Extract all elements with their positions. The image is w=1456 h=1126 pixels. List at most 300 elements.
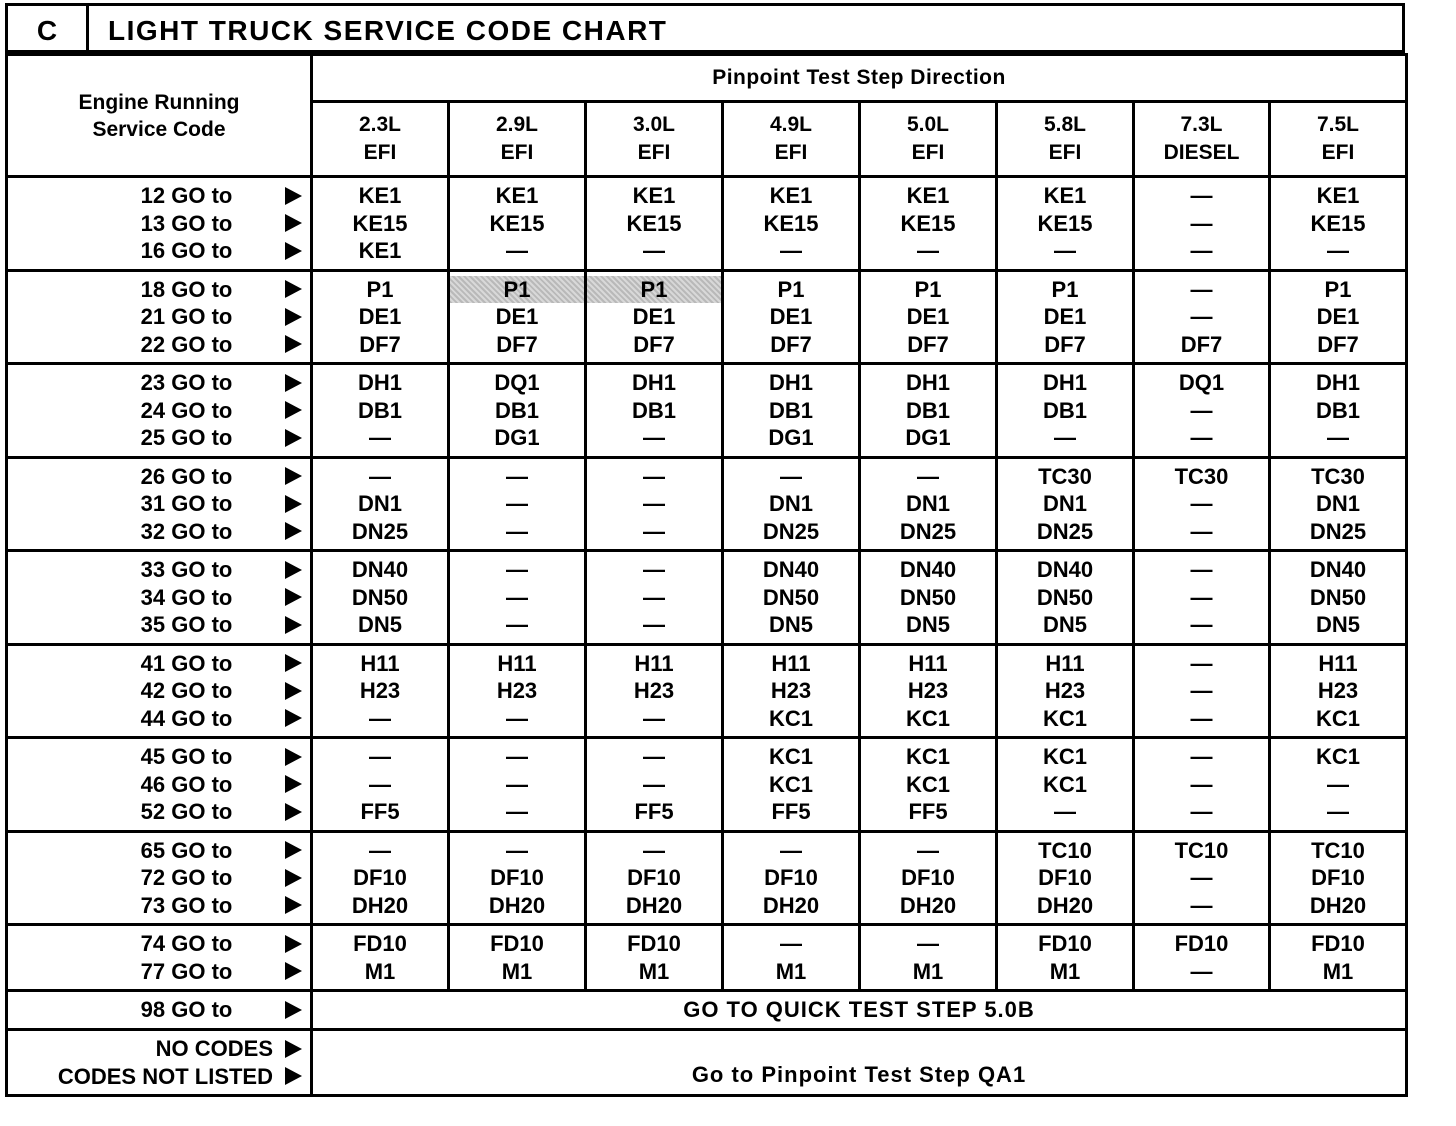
step-cell	[449, 177, 586, 271]
step-value: DF7	[633, 331, 675, 357]
service-code-line	[8, 892, 310, 920]
step-value: KC1	[1042, 771, 1087, 797]
step-cell	[997, 270, 1134, 364]
step-cell	[312, 551, 449, 645]
service-code-line	[8, 958, 310, 986]
step-value: H23	[907, 678, 949, 703]
arrow-right-icon	[285, 187, 302, 205]
step-cell	[1134, 644, 1270, 738]
step-value: DF7	[496, 331, 538, 357]
service-code: 98 GO to	[140, 997, 233, 1022]
service-code-line	[8, 611, 310, 639]
step-value: P1	[366, 276, 394, 302]
step-value: DH20	[1309, 892, 1367, 918]
step-value: —	[1054, 238, 1076, 263]
step-value: H23	[1044, 678, 1086, 703]
step-value: H23	[496, 678, 538, 703]
step-value: DN50	[899, 584, 957, 610]
arrow-right-icon	[285, 214, 302, 232]
step-value: DF7	[359, 331, 401, 357]
step-cell	[997, 738, 1134, 832]
service-code-line	[8, 743, 310, 771]
step-value: DE1	[632, 304, 676, 329]
step-value: M1	[501, 958, 533, 984]
step-value: DH20	[1036, 892, 1094, 918]
row-header-line2: Service Code	[92, 117, 226, 141]
step-cell	[449, 270, 586, 364]
code-group-row	[7, 738, 1407, 832]
engine-header-1	[449, 102, 586, 177]
step-value: DH1	[1042, 370, 1087, 395]
step-value: —	[643, 771, 665, 797]
step-value: —	[1190, 865, 1213, 890]
step-value: DN25	[1036, 518, 1094, 544]
step-cell	[1134, 177, 1270, 271]
step-value: —	[643, 837, 665, 863]
step-value: —	[369, 744, 391, 769]
step-value: —	[643, 491, 665, 516]
step-value: DN50	[1036, 584, 1094, 610]
step-cell	[997, 925, 1134, 991]
step-cell	[586, 364, 723, 458]
service-code-line	[8, 556, 310, 584]
step-value: —	[506, 584, 528, 610]
step-value: DN40	[762, 557, 820, 582]
step-cell	[586, 457, 723, 551]
code-group-row	[7, 270, 1407, 364]
step-value: DB1	[631, 397, 676, 423]
code-group-codes	[7, 364, 312, 458]
step-value: —	[1190, 183, 1213, 208]
service-code: 41 GO to	[140, 650, 233, 676]
chart-title: LIGHT TRUCK SERVICE CODE CHART	[108, 15, 668, 46]
step-value: DB1	[905, 397, 950, 423]
service-code-line	[8, 930, 310, 958]
service-code-line	[8, 303, 310, 331]
step-value: —	[1190, 705, 1213, 731]
step-value: KE15	[900, 210, 956, 236]
step-value: DN25	[899, 518, 957, 544]
service-code: 45 GO to	[140, 744, 233, 769]
step-cell	[860, 925, 997, 991]
step-value: —	[643, 463, 665, 489]
step-value: KE1	[1316, 183, 1360, 208]
step-value: DN50	[1309, 584, 1367, 610]
step-value: DN5	[768, 612, 813, 637]
step-cell	[997, 644, 1134, 738]
step-value: DN40	[351, 557, 409, 582]
step-cell	[1270, 644, 1407, 738]
step-value: M1	[364, 958, 396, 984]
step-value: —	[643, 238, 665, 263]
service-code-line	[8, 650, 310, 678]
step-value: —	[506, 238, 528, 263]
step-cell	[586, 551, 723, 645]
step-value: —	[917, 238, 939, 263]
step-value: KE15	[1310, 210, 1366, 236]
step-value: —	[1190, 678, 1213, 703]
step-value: —	[643, 425, 665, 450]
step-value: DH20	[488, 892, 546, 918]
step-cell	[449, 644, 586, 738]
no-codes-labels	[7, 1030, 312, 1096]
step-value: KC1	[905, 705, 950, 731]
step-value: M1	[1049, 958, 1081, 984]
code-group-codes	[7, 925, 312, 991]
step-value: —	[1190, 612, 1213, 637]
step-value: TC30	[1174, 463, 1229, 489]
engine-size: 5.8L	[1043, 113, 1087, 136]
step-value: M1	[1322, 958, 1354, 984]
step-value: TC30	[1038, 463, 1092, 489]
arrow-right-icon	[285, 1040, 302, 1058]
step-value: —	[1327, 799, 1349, 824]
step-value: DF7	[1317, 331, 1359, 357]
step-value: DN1	[1315, 491, 1360, 516]
service-code-line	[8, 331, 310, 359]
engine-type: EFI	[500, 141, 534, 164]
service-code-line	[8, 182, 310, 210]
step-value: H11	[771, 650, 811, 676]
step-cell	[449, 831, 586, 925]
step-cell	[312, 644, 449, 738]
step-value: DG1	[494, 425, 540, 450]
service-code-line	[8, 864, 310, 892]
step-value: DN25	[762, 518, 820, 544]
arrow-right-icon	[285, 242, 302, 260]
service-code: 73 GO to	[140, 892, 233, 918]
service-code-table	[5, 53, 1408, 1097]
step-value: —	[1190, 584, 1213, 610]
step-cell	[586, 270, 723, 364]
step-value: DF10	[1311, 865, 1365, 890]
step-value: DF10	[901, 865, 955, 890]
step-value: KC1	[1042, 705, 1087, 731]
step-value: —	[1327, 425, 1349, 450]
no-codes-direction: Go to Pinpoint Test Step QA1	[312, 1030, 1407, 1096]
engine-size: 5.0L	[906, 113, 950, 136]
step-value: —	[643, 705, 665, 731]
code-group-row	[7, 177, 1407, 271]
step-cell	[312, 925, 449, 991]
step-value: DN25	[351, 518, 409, 544]
code-group-codes	[7, 177, 312, 271]
engine-header-3	[723, 102, 860, 177]
arrow-right-icon	[285, 374, 302, 392]
step-cell	[449, 925, 586, 991]
step-value: FD10	[1038, 931, 1092, 956]
step-cell	[312, 270, 449, 364]
step-value: H23	[1317, 678, 1359, 703]
service-code: 72 GO to	[140, 865, 233, 890]
code-group-codes	[7, 644, 312, 738]
step-value: —	[1190, 276, 1213, 302]
step-cell	[1134, 364, 1270, 458]
step-value: P1	[450, 276, 584, 304]
step-value: —	[1190, 425, 1213, 450]
step-value: —	[1190, 238, 1213, 263]
step-value: DB1	[494, 397, 539, 423]
step-cell	[1270, 270, 1407, 364]
arrow-right-icon	[285, 308, 302, 326]
arrow-right-icon	[285, 522, 302, 540]
arrow-right-icon	[285, 561, 302, 579]
step-value: FD10	[353, 931, 407, 956]
step-cell	[860, 177, 997, 271]
step-value: —	[643, 557, 665, 582]
step-cell	[1270, 551, 1407, 645]
step-value: DN40	[1309, 557, 1367, 582]
step-value: DN25	[1309, 518, 1367, 544]
step-cell	[860, 457, 997, 551]
step-value: FF5	[908, 799, 948, 824]
step-value: DE1	[1043, 304, 1087, 329]
step-value: —	[1190, 799, 1213, 824]
step-cell	[723, 551, 860, 645]
step-cell	[723, 925, 860, 991]
step-value: DH20	[899, 892, 957, 918]
step-cell	[860, 644, 997, 738]
step-value: —	[506, 518, 528, 544]
engine-size: 2.3L	[358, 113, 402, 136]
step-value: —	[1190, 771, 1213, 797]
step-value: DF7	[907, 331, 949, 357]
arrow-right-icon	[285, 467, 302, 485]
step-cell	[723, 644, 860, 738]
step-value: DN1	[1042, 491, 1087, 516]
step-cell	[997, 457, 1134, 551]
engine-header-7	[1270, 102, 1407, 177]
step-value: KC1	[1042, 744, 1087, 769]
step-cell	[1270, 364, 1407, 458]
arrow-right-icon	[285, 654, 302, 672]
step-value: KE1	[495, 183, 539, 208]
service-code: 13 GO to	[140, 210, 233, 236]
arrow-right-icon	[285, 616, 302, 634]
step-value: DQ1	[1178, 370, 1225, 395]
step-value: —	[1190, 491, 1213, 516]
step-value: —	[1327, 238, 1349, 263]
step-value: —	[506, 744, 528, 769]
step-value: KE15	[626, 210, 682, 236]
step-value: —	[917, 463, 939, 489]
service-code: 32 GO to	[140, 518, 233, 544]
step-value: DE1	[906, 304, 950, 329]
step-value: —	[369, 771, 391, 797]
step-value: —	[1190, 557, 1213, 582]
step-cell	[1270, 925, 1407, 991]
arrow-right-icon	[285, 588, 302, 606]
arrow-right-icon	[285, 429, 302, 447]
service-code-line	[8, 837, 310, 865]
step-cell	[723, 364, 860, 458]
step-cell	[723, 177, 860, 271]
engine-type: DIESEL	[1163, 141, 1240, 164]
step-value: KC1	[1315, 705, 1360, 731]
step-value: DG1	[768, 425, 814, 450]
step-cell	[312, 364, 449, 458]
row-no-codes	[7, 1030, 1407, 1096]
step-value: DF10	[764, 865, 818, 890]
step-value: DE1	[358, 304, 402, 329]
service-code: 23 GO to	[140, 370, 233, 395]
step-value: KE1	[906, 183, 950, 208]
service-code: 74 GO to	[140, 931, 233, 956]
service-code: 26 GO to	[140, 463, 233, 489]
step-value: P1	[777, 276, 805, 302]
step-cell	[586, 738, 723, 832]
service-code: 65 GO to	[140, 837, 233, 863]
code-group-row	[7, 644, 1407, 738]
step-cell	[312, 177, 449, 271]
step-value: —	[506, 557, 528, 582]
engine-size: 2.9L	[495, 113, 539, 136]
step-value: FD10	[1311, 931, 1365, 956]
arrow-right-icon	[285, 682, 302, 700]
step-cell	[312, 831, 449, 925]
engine-header-0	[312, 102, 449, 177]
step-value: FD10	[627, 931, 681, 956]
code-group-codes	[7, 270, 312, 364]
step-value: DN5	[357, 612, 402, 637]
step-value: KC1	[768, 771, 813, 797]
step-value: FF5	[771, 799, 811, 824]
step-value: DF10	[353, 865, 407, 890]
service-code: 16 GO to	[140, 238, 233, 263]
no-codes-label: CODES NOT LISTED	[57, 1063, 273, 1089]
no-codes-line	[8, 1063, 310, 1091]
step-cell	[1270, 457, 1407, 551]
step-cell	[449, 457, 586, 551]
step-value: FD10	[1174, 931, 1229, 956]
step-value: FF5	[360, 799, 400, 824]
step-value: DF10	[1038, 865, 1092, 890]
step-cell	[1134, 457, 1270, 551]
step-cell	[449, 551, 586, 645]
step-value: P1	[587, 276, 721, 304]
step-value: DF7	[1044, 331, 1086, 357]
arrow-right-icon	[285, 803, 302, 821]
step-value: KE1	[1043, 183, 1087, 208]
step-value: —	[1054, 425, 1076, 450]
step-cell	[449, 738, 586, 832]
step-value: DN40	[1036, 557, 1094, 582]
step-value: KE1	[358, 183, 402, 208]
step-value: —	[506, 463, 528, 489]
arrow-right-icon	[285, 748, 302, 766]
row-header-line1: Engine Running	[78, 90, 240, 114]
engine-type: EFI	[774, 141, 808, 164]
service-code-line	[8, 677, 310, 705]
step-value: KE15	[1037, 210, 1093, 236]
no-codes-line	[8, 1035, 310, 1063]
service-code-line	[8, 798, 310, 826]
step-cell	[723, 270, 860, 364]
step-value: DH1	[631, 370, 676, 395]
engine-header-2	[586, 102, 723, 177]
step-cell	[1270, 831, 1407, 925]
step-value: —	[1190, 958, 1213, 984]
step-value: —	[780, 931, 802, 956]
step-value: KC1	[905, 744, 950, 769]
arrow-right-icon	[285, 896, 302, 914]
row-98-code	[7, 991, 312, 1030]
arrow-right-icon	[285, 1001, 302, 1019]
step-value: —	[506, 491, 528, 516]
arrow-right-icon	[285, 1067, 302, 1085]
step-value: —	[506, 837, 528, 863]
step-cell	[860, 270, 997, 364]
step-value: KC1	[768, 705, 813, 731]
step-value: —	[369, 705, 391, 731]
step-value: —	[643, 584, 665, 610]
service-code: 18 GO to	[140, 276, 233, 302]
step-cell	[312, 457, 449, 551]
engine-size: 3.0L	[632, 113, 676, 136]
arrow-right-icon	[285, 869, 302, 887]
step-value: DF7	[1180, 331, 1223, 357]
step-cell	[1134, 270, 1270, 364]
step-value: DN1	[905, 491, 950, 516]
step-cell	[1134, 738, 1270, 832]
step-value: P1	[914, 276, 942, 302]
service-code: 34 GO to	[140, 584, 233, 610]
step-value: —	[1190, 397, 1213, 423]
step-value: DB1	[768, 397, 813, 423]
step-value: DH1	[357, 370, 402, 395]
code-group-row	[7, 925, 1407, 991]
step-cell	[860, 831, 997, 925]
step-value: DF7	[770, 331, 812, 357]
step-value: KE1	[769, 183, 813, 208]
service-code: 22 GO to	[140, 331, 233, 357]
engine-type: EFI	[363, 141, 397, 164]
step-cell	[997, 177, 1134, 271]
service-code: 52 GO to	[140, 799, 233, 824]
step-cell	[860, 738, 997, 832]
step-cell	[1134, 551, 1270, 645]
step-value: DH1	[905, 370, 950, 395]
step-value: —	[369, 837, 391, 863]
arrow-right-icon	[285, 841, 302, 859]
step-value: H11	[360, 650, 400, 676]
step-value: M1	[912, 958, 944, 984]
step-value: —	[506, 705, 528, 731]
chart-title-bar	[5, 3, 1405, 53]
step-cell	[997, 551, 1134, 645]
step-value: DG1	[905, 425, 951, 450]
service-code: 42 GO to	[140, 678, 233, 703]
step-value: H11	[1045, 650, 1085, 676]
arrow-right-icon	[285, 495, 302, 513]
code-group-codes	[7, 551, 312, 645]
step-cell	[586, 644, 723, 738]
step-value: —	[369, 463, 391, 489]
service-code-line	[8, 463, 310, 491]
step-value: DE1	[1316, 304, 1360, 329]
step-value: KE15	[489, 210, 545, 236]
service-code: 35 GO to	[140, 612, 233, 637]
step-value: KC1	[905, 771, 950, 797]
service-code: 31 GO to	[140, 491, 233, 516]
step-value: —	[1327, 771, 1349, 797]
step-value: DH1	[1315, 370, 1360, 395]
code-group-row	[7, 551, 1407, 645]
step-value: DH1	[768, 370, 813, 395]
arrow-right-icon	[285, 335, 302, 353]
service-code: 46 GO to	[140, 771, 233, 797]
step-cell	[586, 831, 723, 925]
